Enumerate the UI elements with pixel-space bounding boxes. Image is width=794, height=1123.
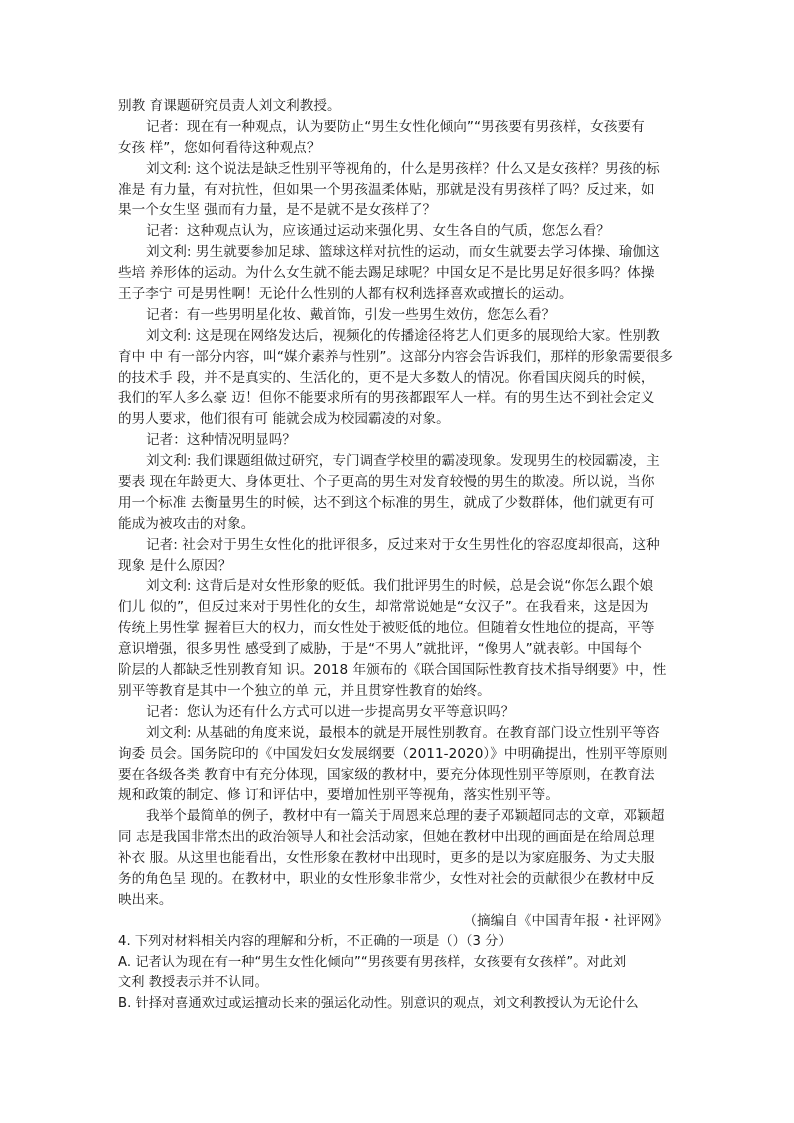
article-body: [118, 96, 678, 911]
option-b-line-1: B. 针择对喜通欢过或运擅动长来的强运化动性。别意识的观点，刘文利教授认为无论什么: [118, 996, 639, 1012]
paragraph-line: 育中 中 有一部分内容，叫“媒介素养与性别”。这部分内容会告诉我们，那样的形象需要很多: [118, 348, 674, 365]
paragraph-line: 补衣 服。从这里也能看出，女性形象在教材中出现时，更多的是以为家庭服务、为丈夫服: [118, 850, 655, 867]
paragraph-line: 规和政策的制定、修 订和评估中，要增加性别平等视角，落实性别平等。: [118, 787, 559, 804]
paragraph-line: 我们的军人多么豪 迈！但你不能要求所有的男孩都跟军人一样。有的男生达不到社会定义: [118, 390, 655, 407]
paragraph-line: 别平等教育是其中一个独立的单 元，并且贯穿性教育的始终。: [118, 682, 491, 699]
paragraph-line: 记者：这种情况明显吗？: [146, 432, 297, 449]
paragraph-line: 同 志是我国非常杰出的政治领导人和社会活动家，但她在教材中出现的画面是在给周总理: [118, 829, 655, 846]
document-page: [118, 96, 678, 1015]
paragraph-line: 务的角色呈 现的。在教材中，职业的女性形象非常少，女性对社会的贡献很少在教材中反: [118, 870, 655, 887]
paragraph-line: 要在各级各类 教育中有充分体现，国家级的教材中，要充分体现性别平等原则，在教育法: [118, 766, 655, 783]
paragraph-line: 别教 育课题研究员责人刘文利教授。: [118, 98, 341, 114]
paragraph-line: 记者: 社会对于男生女性化的批评很多，反过来对于女生男性化的容忍度却很高，这种: [146, 536, 660, 553]
paragraph-line: 记者：现在有一种观点，认为要防止“男生女性化倾向”“男孩要有男孩样，女孩要有: [146, 118, 645, 135]
paragraph-line: 些培 养形体的运动。为什么女生就不能去踢足球呢？中国女足不是比男足好很多吗？体操: [118, 265, 655, 282]
option-a-line-1: A. 记者认为现在有一种“男生女性化倾向”“男孩要有男孩样，女孩要有女孩样”。对此刘: [118, 954, 627, 970]
paragraph-line: 刘文利: 这背后是对女性形象的贬低。我们批评男生的时候，总是会说“你怎么跟个娘: [146, 578, 654, 595]
paragraph-line: 刘文利: 这是现在网络发达后，视频化的传播途径将艺人们更多的展现给大家。性别教: [146, 327, 660, 344]
paragraph-line: 的男人要求，他们很有可 能就会成为校园霸凌的对象。: [118, 411, 450, 428]
paragraph-line: 记者：这种观点认为，应该通过运动来强化男、女生各自的气质，您怎么看？: [146, 223, 610, 240]
paragraph-line: 们儿 似的”，但反过来对于男性化的女生，却常常说她是“女汉子”。在我看来，这是因为: [118, 599, 649, 616]
paragraph-line: 刘文利: 从基础的角度来说，最根本的就是开展性别教育。在教育部门设立性别平等咨: [146, 724, 660, 741]
paragraph-line: 女孩 样”，您如何看待这种观点？: [118, 139, 321, 156]
paragraph-line: 记者：您认为还有什么方式可以进一步提高男女平等意识吗？: [146, 703, 515, 720]
paragraph-line: 映出来。: [118, 891, 173, 908]
source-citation: （摘编自《中国青年报・社评网》: [463, 912, 668, 929]
option-a-line-2: 文利 教授表示并不认同。: [118, 975, 268, 991]
paragraph-line: 能成为被攻击的对象。: [118, 515, 255, 532]
paragraph-line: 刘文利: 我们课题组做过研究，专门调查学校里的霸凌现象。发现男生的校园霸凌，主: [146, 453, 660, 470]
paragraph-line: 传统上男性掌 握着巨大的权力，而女性处于被贬低的地位。但随着女性地位的提高，平等: [118, 620, 655, 637]
paragraph-line: 准是 有力量，有对抗性，但如果一个男孩温柔体贴，那就是没有男孩样了吗？反过来，如: [118, 181, 655, 198]
paragraph-line: 的技术手 段，并不是真实的、生活化的，更不是大多数人的情况。你看国庆阅兵的时候，: [118, 369, 655, 386]
paragraph-line: 用一个标准 去衡量男生的时候，达不到这个标准的男生，就成了少数群体，他们就更有可: [118, 494, 655, 511]
paragraph-line: 阶层的人都缺乏性别教育知 识。2018 年颁布的《联合国国际性教育技术指导纲要》中，性: [118, 662, 667, 679]
paragraph-line: 询委 员会。国务院印的《中国发妇女发展纲要（2011-2020）》中明确提出，性别平等原则: [118, 745, 668, 762]
question-stem: 4. 下列对材料相关内容的理解和分析，不正确的一项是（）（3 分）: [118, 933, 512, 949]
paragraph-line: 要表 现在年龄更大、身体更壮、个子更高的男生对发育较慢的男生的欺凌。所以说，当你: [118, 474, 655, 491]
paragraph-line: 王子李宁 可是男性啊！无论什么性别的人都有权利选择喜欢或擅长的运动。: [118, 286, 573, 303]
paragraph-line: 我举个最简单的例子，教材中有一篇关于周恩来总理的妻子邓颖超同志的文章，邓颖超: [146, 808, 665, 825]
paragraph-line: 刘文利: 这个说法是缺乏性别平等视角的，什么是男孩样？什么又是女孩样？男孩的标: [146, 160, 660, 177]
paragraph-line: 意识增强，很多男性 感受到了威胁，于是“不男人”就批评，“像男人”就表彰。中国每个: [118, 641, 642, 658]
paragraph-line: 果一个女生坚 强而有力量，是不是就不是女孩样了？: [118, 202, 437, 219]
paragraph-line: 记者：有一些男明星化妆、戴首饰，引发一些男生效仿，您怎么看？: [146, 306, 556, 323]
paragraph-line: 刘文利: 男生就要参加足球、篮球这样对抗性的运动，而女生就要去学习体操、瑜伽这: [146, 244, 660, 261]
paragraph-line: 现象 是什么原因？: [118, 557, 232, 574]
